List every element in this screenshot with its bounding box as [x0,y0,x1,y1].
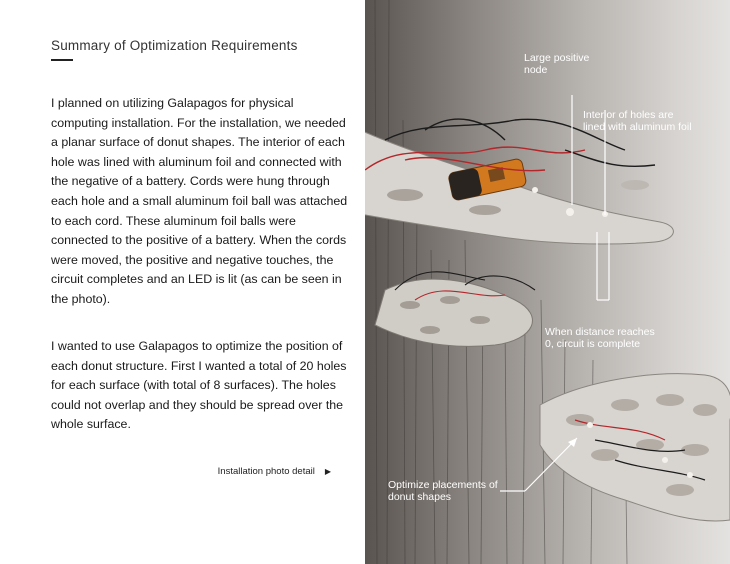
hole [621,180,649,190]
hole [469,205,501,215]
annotation-holes-lined: Interior of holes are lined with aluminum foil [583,109,692,133]
led-bulb [532,187,538,193]
installation-photo [365,0,730,564]
page-title: Summary of Optimization Requirements [51,38,298,53]
photo-caption-label: Installation photo detail [217,466,315,477]
annotation-optimize: Optimize placements of donut shapes [388,479,498,503]
annotation-distance: When distance reaches 0, circuit is complete [545,326,655,350]
middle-board [375,279,532,346]
hole [387,189,423,201]
annotation-positive-node: Large positive node [524,52,590,76]
paragraph-installation: I planned on utilizing Galapagos for physical computing installation. For the installation, we needed a planar surface of donut shapes. The interior of each hole was lined with aluminum foil and connected with the negative of a battery. Cords were hung through each hole and a small aluminum foil ball was attached to each cord. These aluminum foil balls were connected to the positive of a battery. When the cords were moved, the positive and negative touches, the circuit completes and an LED is lit (as can be seen in the photo). [51,96,348,306]
title-underline [51,59,73,61]
led-bulb [662,457,668,463]
led-bulb [566,208,574,216]
caret-right-icon: ▶ [324,467,331,476]
led-bulb [587,422,593,428]
paragraph-optimization: I wanted to use Galapagos to optimize the position of each donut structure. First I wanted a total of 20 holes for each surface (with total of 8 surfaces). The holes could not overlap and they should be spread over the whole surface. [51,339,347,432]
photo-caption [218,466,331,477]
led-bulb [687,472,693,478]
